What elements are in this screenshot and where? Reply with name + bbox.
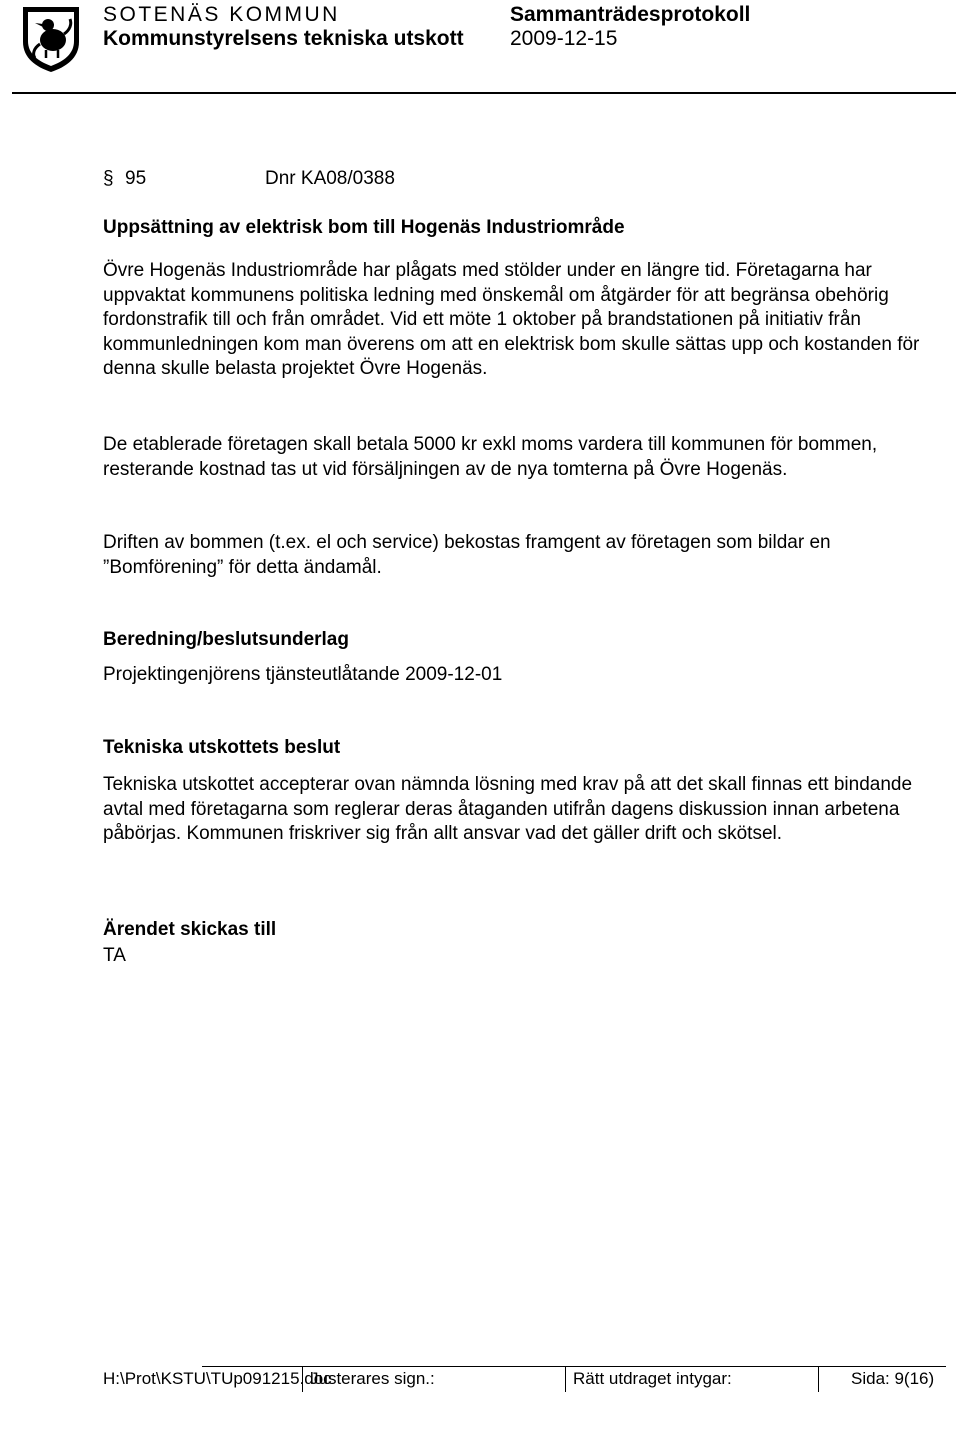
document-footer <box>0 1366 960 1392</box>
beslut-heading: Tekniska utskottets beslut <box>103 737 341 758</box>
paragraph-number: 95 <box>125 168 147 189</box>
committee-name: Kommunstyrelsens tekniska utskott <box>103 27 464 50</box>
body-paragraph-2: De etablerade företagen skall betala 5000 kr exkl moms vardera till kommunen för bommen, resterande kostnad tas ut vid försäljningen av de nya tomterna på Övre Hogenäs. <box>103 434 878 480</box>
footer-file-path: H:\Prot\KSTU\TUp091215.doc <box>103 1369 332 1388</box>
header-divider <box>12 92 956 94</box>
skickas-heading: Ärendet skickas till <box>103 919 277 940</box>
case-number: Dnr KA08/0388 <box>265 168 395 189</box>
body-paragraph-1: Övre Hogenäs Industriområde har plågats med stölder under en längre tid. Företagarna har uppvaktat kommunens politiska ledning med önskemål om åtgärder för att begränsa obehörig fordonstrafik till och från området. Vid ett möte 1 oktober på brandstationen på initiativ från kommunledningen kom man överens om att en elektrisk bom skulle sättas upp och kostanden för denna skulle belasta projektet Övre Hogenäs. <box>103 260 920 379</box>
beslut-text: Tekniska utskottet accepterar ovan nämnda lösning med krav på att det skall finnas ett bindande avtal med företagarna som reglerar deras åtaganden utifrån dagens diskussion innan arbetena påbörjas. Kommunen friskriver sig från allt ansvar vad det gäller drift och skötsel. <box>103 774 913 844</box>
footer-separator <box>565 1366 566 1392</box>
item-title: Uppsättning av elektrisk bom till Hogenäs Industriområde <box>103 217 625 238</box>
footer-separator <box>818 1366 819 1392</box>
paragraph-reference <box>103 168 395 190</box>
document-header <box>0 0 960 96</box>
coat-of-arms-icon <box>20 4 82 74</box>
footer-page-number: Sida: 9(16) <box>851 1369 935 1388</box>
skickas-text: TA <box>103 945 126 966</box>
paragraph-sign: § <box>103 168 114 189</box>
body-paragraph-3: Driften av bommen (t.ex. el och service) bekostas framgent av företagen som bildar en ”Bomförening” för detta ändamål. <box>103 532 831 578</box>
beredning-heading: Beredning/beslutsunderlag <box>103 629 349 650</box>
meeting-date: 2009-12-15 <box>510 27 618 50</box>
document-type: Sammanträdesprotokoll <box>510 3 751 26</box>
beredning-text: Projektingenjörens tjänsteutlåtande 2009-12-01 <box>103 664 503 685</box>
footer-intygar-label: Rätt utdraget intygar: <box>573 1369 732 1388</box>
footer-separator <box>302 1366 303 1392</box>
organization-name: SOTENÄS KOMMUN <box>103 3 340 26</box>
footer-justeras-label: Justerares sign.: <box>310 1369 435 1388</box>
